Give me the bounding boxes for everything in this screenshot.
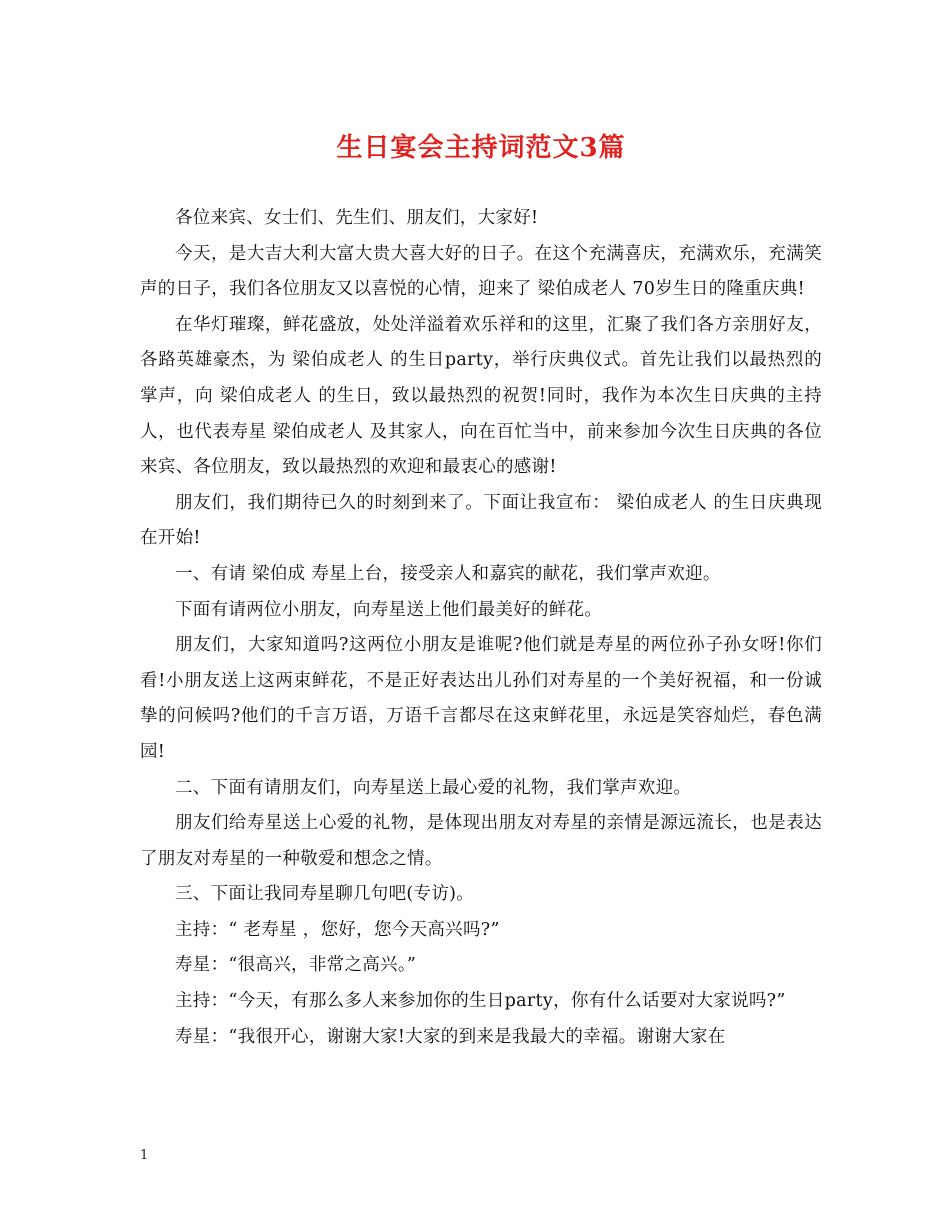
paragraph-gifts: 朋友们给寿星送上心爱的礼物，是体现出朋友对寿星的亲情是源远流长，也是表达了朋友对寿星的一种敬爱和想念之情。: [140, 813, 822, 869]
paragraph-announcement: 朋友们，我们期待已久的时刻到来了。下面让我宣布： 梁伯成老人 的生日庆典现在开始!: [140, 492, 822, 549]
paragraph-today: 今天，是大吉大利大富大贵大喜大好的日子。在这个充满喜庆，充满欢乐，充满笑声的日子，我们各位朋友又以喜悦的心情，迎来了 梁伯成老人 70岁生日的隆重庆典!: [140, 243, 822, 300]
document-title: 生日宴会主持词范文3篇: [336, 133, 626, 163]
paragraph-children-flowers: 下面有请两位小朋友，向寿星送上他们最美好的鲜花。: [175, 599, 603, 620]
paragraph-grandchildren: 朋友们，大家知道吗?这两位小朋友是谁呢?他们就是寿星的两位孙子孙女呀!你们看!小朋友送上这两束鲜花，不是正好表达出儿孙们对寿星的一个美好祝福，和一份诚挚的问候吗?他们的千言万语，万语千言都尽在这束鲜花里，永远是笑容灿烂，春色满园!: [140, 635, 822, 762]
paragraph-greeting: 各位来宾、女士们、先生们、朋友们，大家好!: [175, 208, 539, 228]
paragraph-step-two: 二、下面有请朋友们，向寿星送上最心爱的礼物，我们掌声欢迎。: [175, 777, 692, 798]
paragraph-step-one: 一、有请 梁伯成 寿星上台，接受亲人和嘉宾的献花，我们掌声欢迎。: [175, 563, 721, 584]
page-number: 1: [140, 1148, 149, 1163]
paragraph-host-question-2: 主持：“今天，有那么多人来参加你的生日party，你有什么话要对大家说吗?”: [175, 991, 786, 1012]
paragraph-answer-2: 寿星：“我很开心，谢谢大家!大家的到来是我最大的幸福。谢谢大家在: [175, 1026, 726, 1047]
document-body: [140, 201, 822, 1055]
paragraph-answer-1: 寿星：“很高兴，非常之高兴。”: [175, 955, 417, 976]
paragraph-celebration: 在华灯璀璨，鲜花盛放，处处洋溢着欢乐祥和的这里，汇聚了我们各方亲朋好友，各路英雄豪杰，为 梁伯成老人 的生日party，举行庆典仪式。首先让我们以最热烈的掌声，向 梁伯成老人 的生日，致以最热烈的祝贺!同时，我作为本次生日庆典的主持人，也代表寿星 梁伯成老人 及其家人，向在百忙当中，前来参加今次生日庆典的各位来宾、各位朋友，致以最热烈的欢迎和最衷心的感谢!: [140, 314, 822, 478]
paragraph-host-question-1: 主持：“ 老寿星 ，您好，您今天高兴吗?”: [175, 919, 500, 940]
paragraph-step-three: 三、下面让我同寿星聊几句吧(专访)。: [175, 884, 475, 905]
